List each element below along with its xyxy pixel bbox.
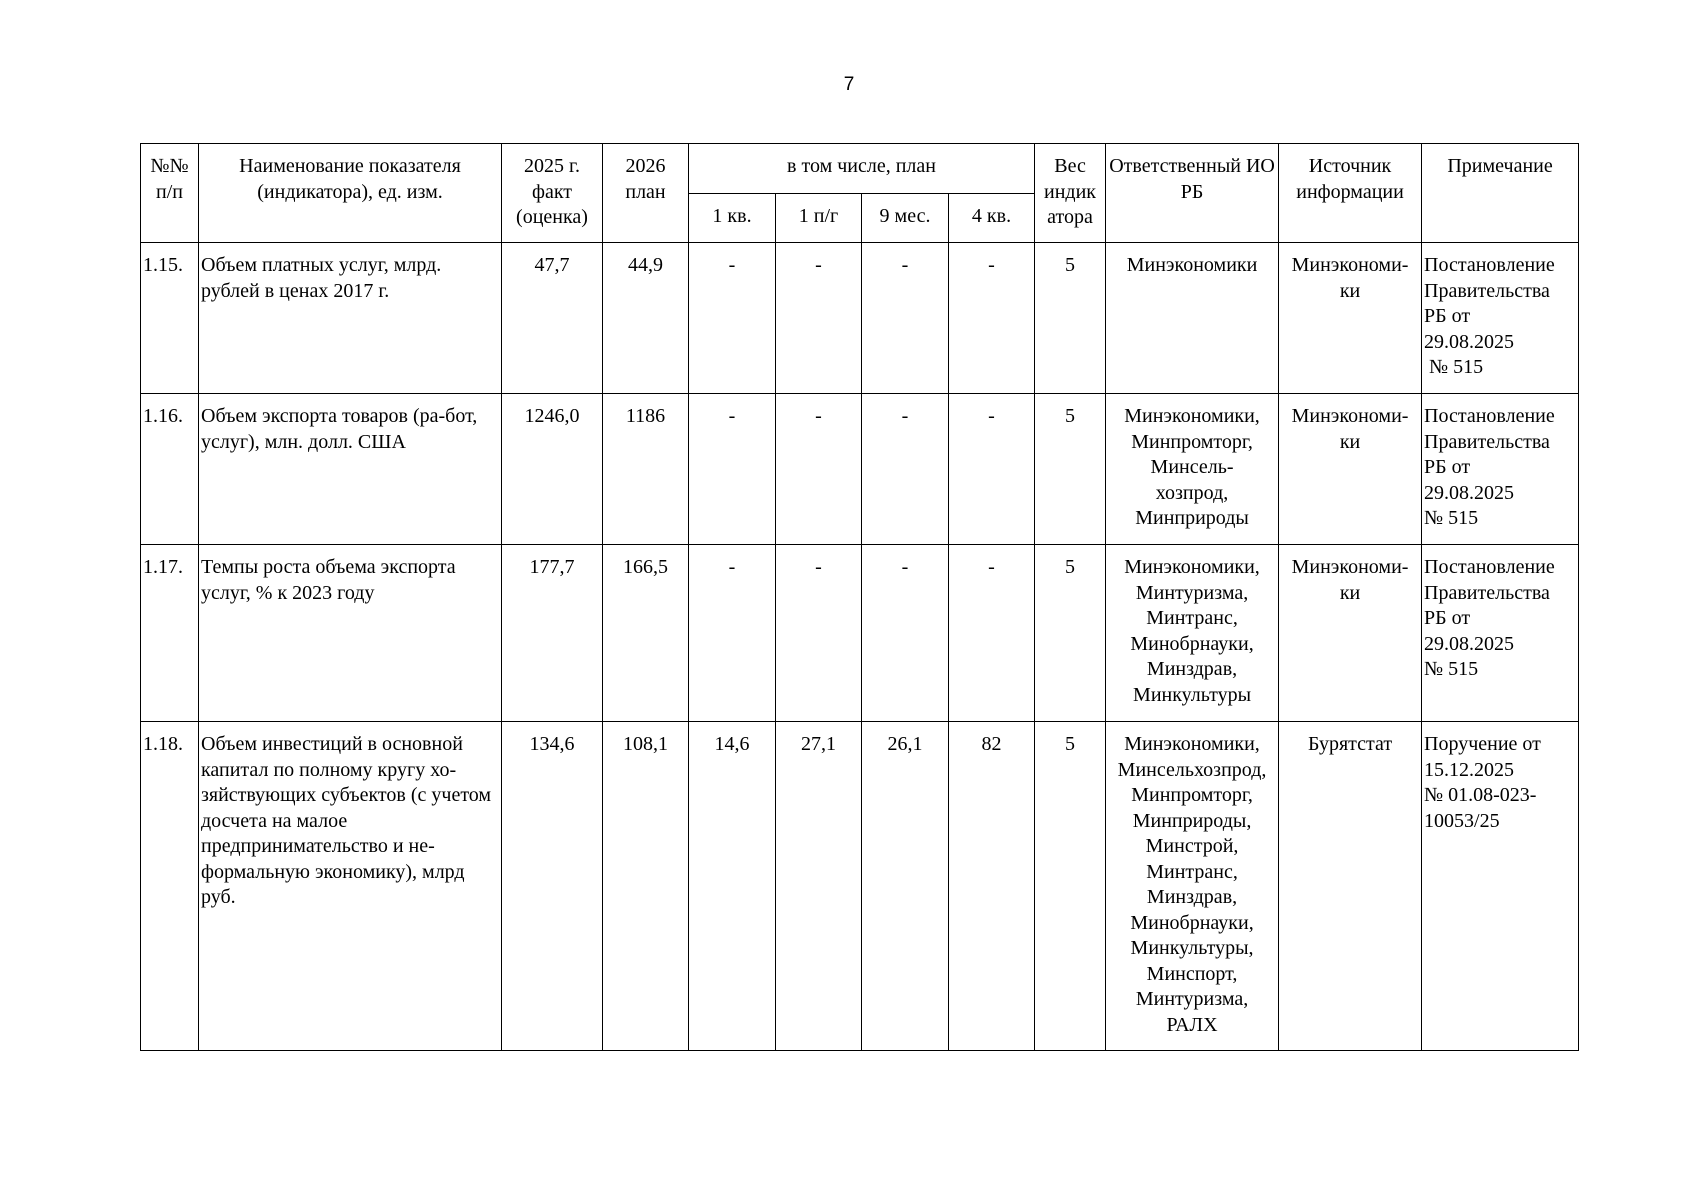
table-row — [141, 545, 1579, 722]
weight-value: 5 — [1035, 394, 1106, 545]
responsible-cell — [1106, 545, 1279, 722]
header-num: №№ п/п — [141, 144, 199, 243]
responsible-line: Минздрав, — [1146, 886, 1238, 908]
h1-value: - — [776, 545, 862, 722]
responsible-line: Минсель- — [1150, 456, 1234, 478]
q4-value: 82 — [949, 722, 1035, 1051]
plan-2026-value: 44,9 — [603, 243, 689, 394]
responsible-line: Минсельхозпрод, — [1117, 758, 1267, 781]
note-line: Постановление — [1424, 556, 1555, 578]
responsible-line: Минприроды — [1135, 507, 1249, 529]
note-line: Правительства — [1424, 430, 1550, 453]
responsible-line: Минэкономики, — [1124, 733, 1260, 755]
weight-value: 5 — [1035, 545, 1106, 722]
note-cell — [1422, 394, 1579, 545]
responsible-line: РАЛХ — [1166, 1013, 1218, 1036]
note-line: 29.08.2025 — [1424, 632, 1515, 655]
m9-value: - — [862, 243, 949, 394]
note-cell — [1422, 722, 1579, 1051]
note-line: № 515 — [1424, 658, 1479, 680]
weight-value: 5 — [1035, 243, 1106, 394]
note-cell — [1422, 243, 1579, 394]
source-cell — [1279, 722, 1422, 1051]
plan-2026-value: 1186 — [603, 394, 689, 545]
source-cell — [1279, 243, 1422, 394]
note-line: № 515 — [1424, 507, 1479, 529]
row-number: 1.16. — [141, 394, 199, 545]
responsible-line: Минобрнауки, — [1130, 632, 1254, 655]
note-cell — [1422, 545, 1579, 722]
fact-2025-value: 47,7 — [502, 243, 603, 394]
indicator-name: Объем инвестиций в основной капитал по полному кругу хо-зяйствующих субъектов (с учетом досчета на малое предпринимательство и не-формальную экономику), млрд руб. — [199, 722, 502, 1051]
note-line: Правительства — [1424, 279, 1550, 302]
responsible-line: Минтуризма, — [1135, 988, 1249, 1010]
note-line: № 01.08-023- — [1424, 784, 1537, 806]
header-m9: 9 мес. — [862, 194, 949, 243]
header-fact-2025: 2025 г. факт (оценка) — [502, 144, 603, 243]
note-line: 29.08.2025 — [1424, 330, 1515, 353]
responsible-line: Минкультуры — [1133, 683, 1252, 706]
q1-value: 14,6 — [689, 722, 776, 1051]
source-line: ки — [1339, 279, 1361, 302]
q1-value: - — [689, 243, 776, 394]
table-row — [141, 243, 1579, 394]
responsible-line: Минтранс, — [1146, 860, 1238, 883]
h1-value: - — [776, 394, 862, 545]
responsible-line: Минздрав, — [1146, 658, 1238, 680]
m9-value: - — [862, 394, 949, 545]
responsible-line: Минэкономики, — [1124, 556, 1260, 578]
plan-2026-value: 108,1 — [603, 722, 689, 1051]
note-line: 29.08.2025 — [1424, 481, 1515, 504]
q1-value: - — [689, 545, 776, 722]
source-line: Минэкономи- — [1291, 254, 1409, 276]
responsible-cell — [1106, 722, 1279, 1051]
note-line: РБ от — [1424, 305, 1471, 327]
responsible-line: хозпрод, — [1155, 481, 1229, 504]
responsible-line: Минстрой, — [1145, 835, 1239, 857]
plan-2026-value: 166,5 — [603, 545, 689, 722]
header-q1: 1 кв. — [689, 194, 776, 243]
h1-value: 27,1 — [776, 722, 862, 1051]
table-header — [141, 144, 1579, 243]
q4-value: - — [949, 394, 1035, 545]
responsible-line: Минобрнауки, — [1130, 911, 1254, 934]
header-weight: Вес индик атора — [1035, 144, 1106, 243]
header-note: Примечание — [1422, 144, 1579, 243]
h1-value: - — [776, 243, 862, 394]
q4-value: - — [949, 243, 1035, 394]
source-line: Минэкономи- — [1291, 405, 1409, 427]
fact-2025-value: 134,6 — [502, 722, 603, 1051]
note-line: 10053/25 — [1424, 809, 1500, 832]
header-name: Наименование показателя (индикатора), ед. изм. — [199, 144, 502, 243]
m9-value: - — [862, 545, 949, 722]
q4-value: - — [949, 545, 1035, 722]
source-line: ки — [1339, 430, 1361, 453]
table-row — [141, 394, 1579, 545]
header-plan-group: в том числе, план — [689, 144, 1035, 194]
indicator-name: Темпы роста объема экспорта услуг, % к 2023 году — [199, 545, 502, 722]
indicator-name: Объем платных услуг, млрд. рублей в ценах 2017 г. — [199, 243, 502, 394]
row-number: 1.18. — [141, 722, 199, 1051]
note-line: РБ от — [1424, 456, 1471, 478]
note-line: Поручение от — [1424, 733, 1541, 755]
source-line: Бурятстат — [1307, 733, 1393, 755]
row-number: 1.15. — [141, 243, 199, 394]
responsible-line: Минпромторг, — [1131, 430, 1253, 453]
responsible-line: Минпромторг, — [1131, 784, 1253, 806]
source-cell — [1279, 394, 1422, 545]
note-line: РБ от — [1424, 607, 1471, 629]
responsible-line: Минспорт, — [1146, 962, 1238, 985]
header-plan-2026: 2026 план — [603, 144, 689, 243]
responsible-line: Минприроды, — [1132, 809, 1252, 832]
table-body — [141, 243, 1579, 1051]
note-line: Правительства — [1424, 581, 1550, 604]
responsible-cell — [1106, 243, 1279, 394]
fact-2025-value: 177,7 — [502, 545, 603, 722]
note-line: Постановление — [1424, 405, 1555, 427]
responsible-line: Минэкономики, — [1124, 405, 1260, 427]
q1-value: - — [689, 394, 776, 545]
note-line: 15.12.2025 — [1424, 758, 1515, 781]
responsible-cell — [1106, 394, 1279, 545]
header-source: Источник информации — [1279, 144, 1422, 243]
source-line: Минэкономи- — [1291, 556, 1409, 578]
responsible-line: Минэкономики — [1126, 254, 1258, 276]
source-cell — [1279, 545, 1422, 722]
weight-value: 5 — [1035, 722, 1106, 1051]
fact-2025-value: 1246,0 — [502, 394, 603, 545]
header-responsible: Ответственный ИО РБ — [1106, 144, 1279, 243]
note-line: Постановление — [1424, 254, 1555, 276]
header-h1: 1 п/г — [776, 194, 862, 243]
note-line: № 515 — [1424, 356, 1484, 378]
table-row — [141, 722, 1579, 1051]
header-q4: 4 кв. — [949, 194, 1035, 243]
m9-value: 26,1 — [862, 722, 949, 1051]
page-number: 7 — [843, 74, 855, 95]
responsible-line: Минтуризма, — [1135, 581, 1249, 604]
responsible-line: Минтранс, — [1146, 607, 1238, 629]
indicators-table — [140, 143, 1579, 1051]
indicator-name: Объем экспорта товаров (ра-бот, услуг), млн. долл. США — [199, 394, 502, 545]
source-line: ки — [1339, 581, 1361, 604]
responsible-line: Минкультуры, — [1130, 937, 1254, 959]
row-number: 1.17. — [141, 545, 199, 722]
